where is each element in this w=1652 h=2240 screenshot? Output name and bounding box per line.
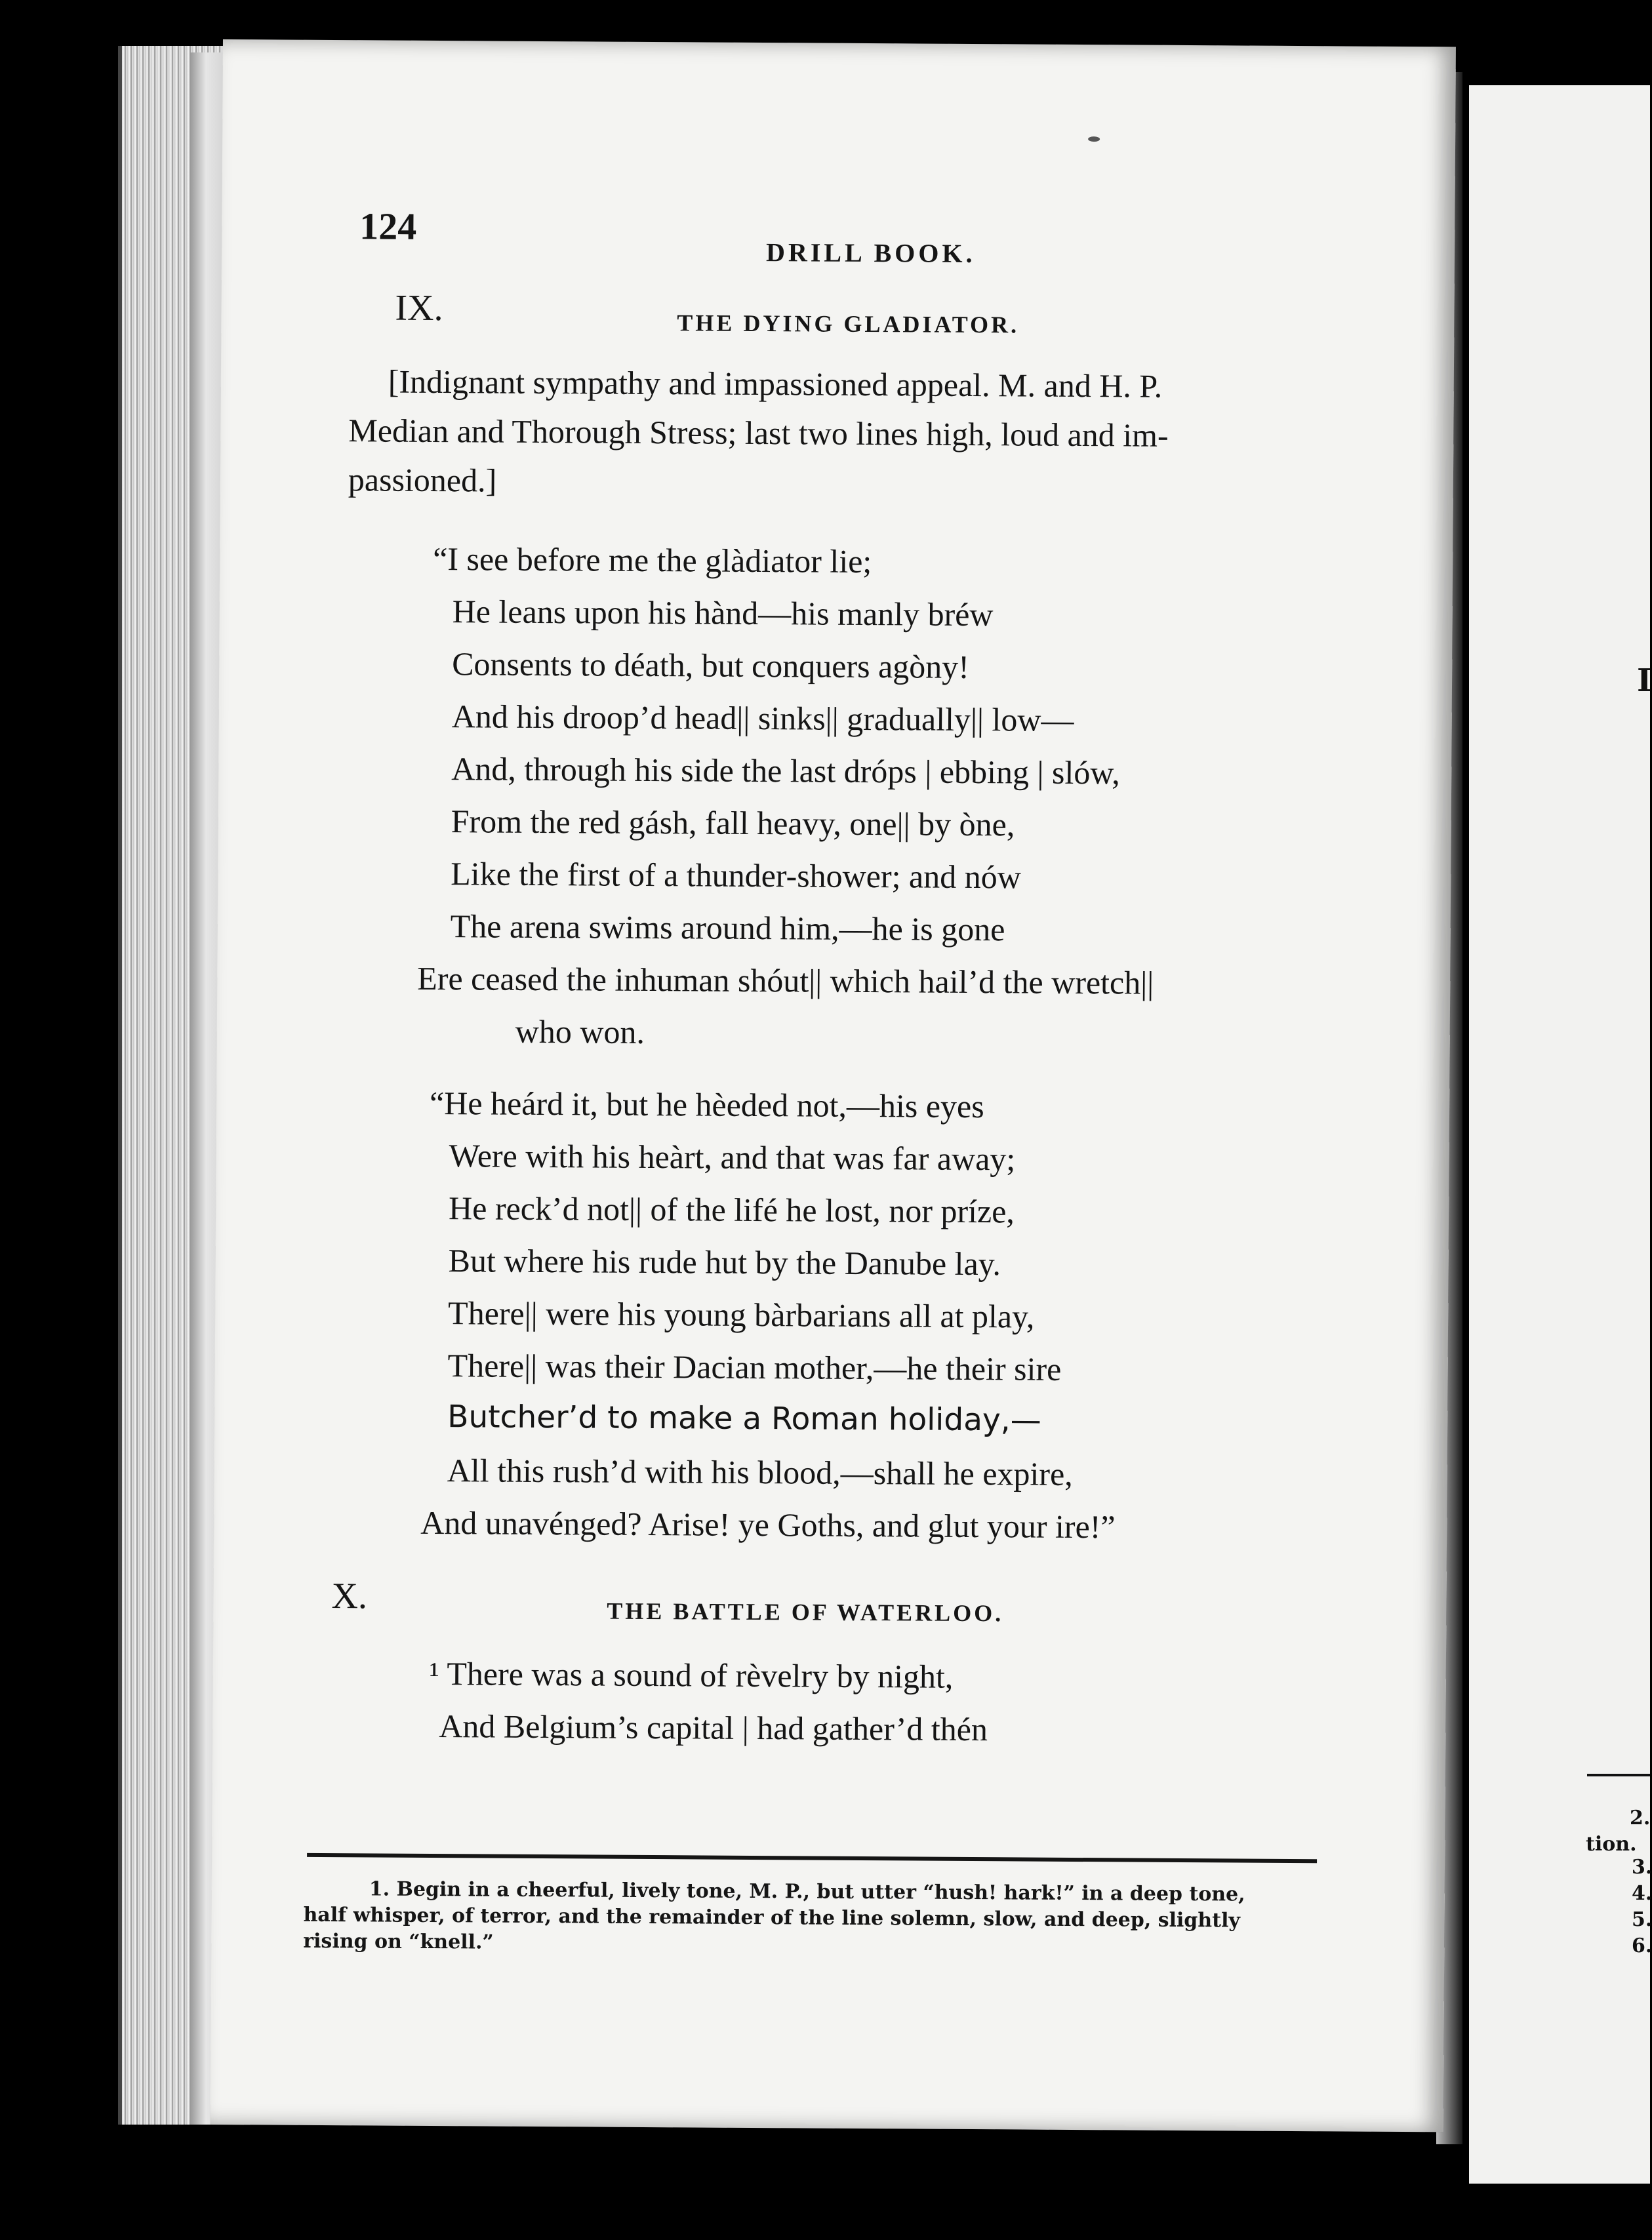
verse-line: Consents to déath, but conquers agòny!: [452, 645, 970, 685]
facing-page-fragment: tion.: [1586, 1833, 1637, 1856]
facing-page-fragment: 2.: [1630, 1807, 1651, 1830]
facing-page-fragment: 5.: [1632, 1908, 1652, 1931]
facing-page-fragment: 3.: [1632, 1856, 1652, 1879]
footnote-line: half whisper, of terror, and the remainder of the line solemn, slow, and deep, slightly: [303, 1903, 1240, 1932]
verse-line: There|| were his young bàrbarians all at play,: [447, 1294, 1035, 1335]
facing-page: [1469, 85, 1650, 2184]
section-title: THE BATTLE OF WATERLOO.: [607, 1597, 1004, 1627]
verse-line: The arena swims around him,—he is gone: [450, 908, 1005, 948]
page-number: 124: [359, 205, 417, 248]
facing-page-letter: I: [1637, 662, 1652, 699]
intro-line: passioned.]: [348, 461, 497, 499]
verse-line: He leans upon his hànd—his manly bréw: [452, 593, 994, 633]
footnote-line: 1. Begin in a cheerful, lively tone, M. P., but utter “hush! hark!” in a deep tone,: [369, 1877, 1245, 1906]
verse-line: He reck’d not|| of the lifé he lost, nor príze,: [448, 1190, 1015, 1230]
section-title: THE DYING GLADIATOR.: [677, 310, 1020, 338]
verse-line: And, through his side the last dróps | ebbing | slów,: [451, 750, 1120, 791]
book-page: [211, 39, 1456, 2132]
verse-line: And unavénged? Arise! ye Goths, and glut your ire!”: [420, 1504, 1116, 1546]
verse-line: Ere ceased the inhuman shóut|| which hail’d the wretch||: [417, 959, 1154, 1001]
verse-line: ¹ There was a sound of rèvelry by night,: [429, 1654, 954, 1695]
verse-line: All this rush’d with his blood,—shall he expire,: [447, 1452, 1073, 1492]
verse-line: And his droop’d head|| sinks|| gradually|| low—: [451, 698, 1074, 738]
section-numeral: X.: [331, 1576, 368, 1617]
verse-line: And Belgium’s capital | had gather’d thén: [439, 1708, 988, 1748]
verse-line: Were with his heàrt, and that was far away;: [449, 1137, 1016, 1178]
facing-page-rule: [1587, 1774, 1650, 1776]
section-numeral: IX.: [395, 287, 443, 329]
verse-line: But where his rude hut by the Danube lay.: [448, 1242, 1001, 1283]
verse-line: who won.: [515, 1012, 645, 1050]
verse-line: “He heárd it, but he hèeded not,—his eyes: [429, 1084, 984, 1125]
facing-page-fragment: 4.: [1632, 1882, 1652, 1905]
intro-line: [Indignant sympathy and impassioned appeal. M. and H. P.: [388, 363, 1163, 405]
verse-line: From the red gásh, fall heavy, one|| by òne,: [451, 803, 1015, 843]
intro-line: Median and Thorough Stress; last two lines high, loud and im-: [348, 412, 1169, 454]
footnote-rule: [307, 1853, 1317, 1863]
verse-line: There|| was their Dacian mother,—he their sire: [447, 1347, 1062, 1388]
verse-line: “I see before me the glàdiator lie;: [432, 540, 872, 580]
verse-line: Like the first of a thunder-shower; and nów: [451, 855, 1021, 896]
verse-line: Butcher’d to make a Roman holiday,—: [447, 1399, 1041, 1439]
running-head: DRILL BOOK.: [765, 237, 976, 269]
ink-speck: [1088, 136, 1100, 142]
footnote-line: rising on “knell.”: [303, 1929, 494, 1954]
facing-page-fragment: 6.: [1632, 1934, 1652, 1957]
